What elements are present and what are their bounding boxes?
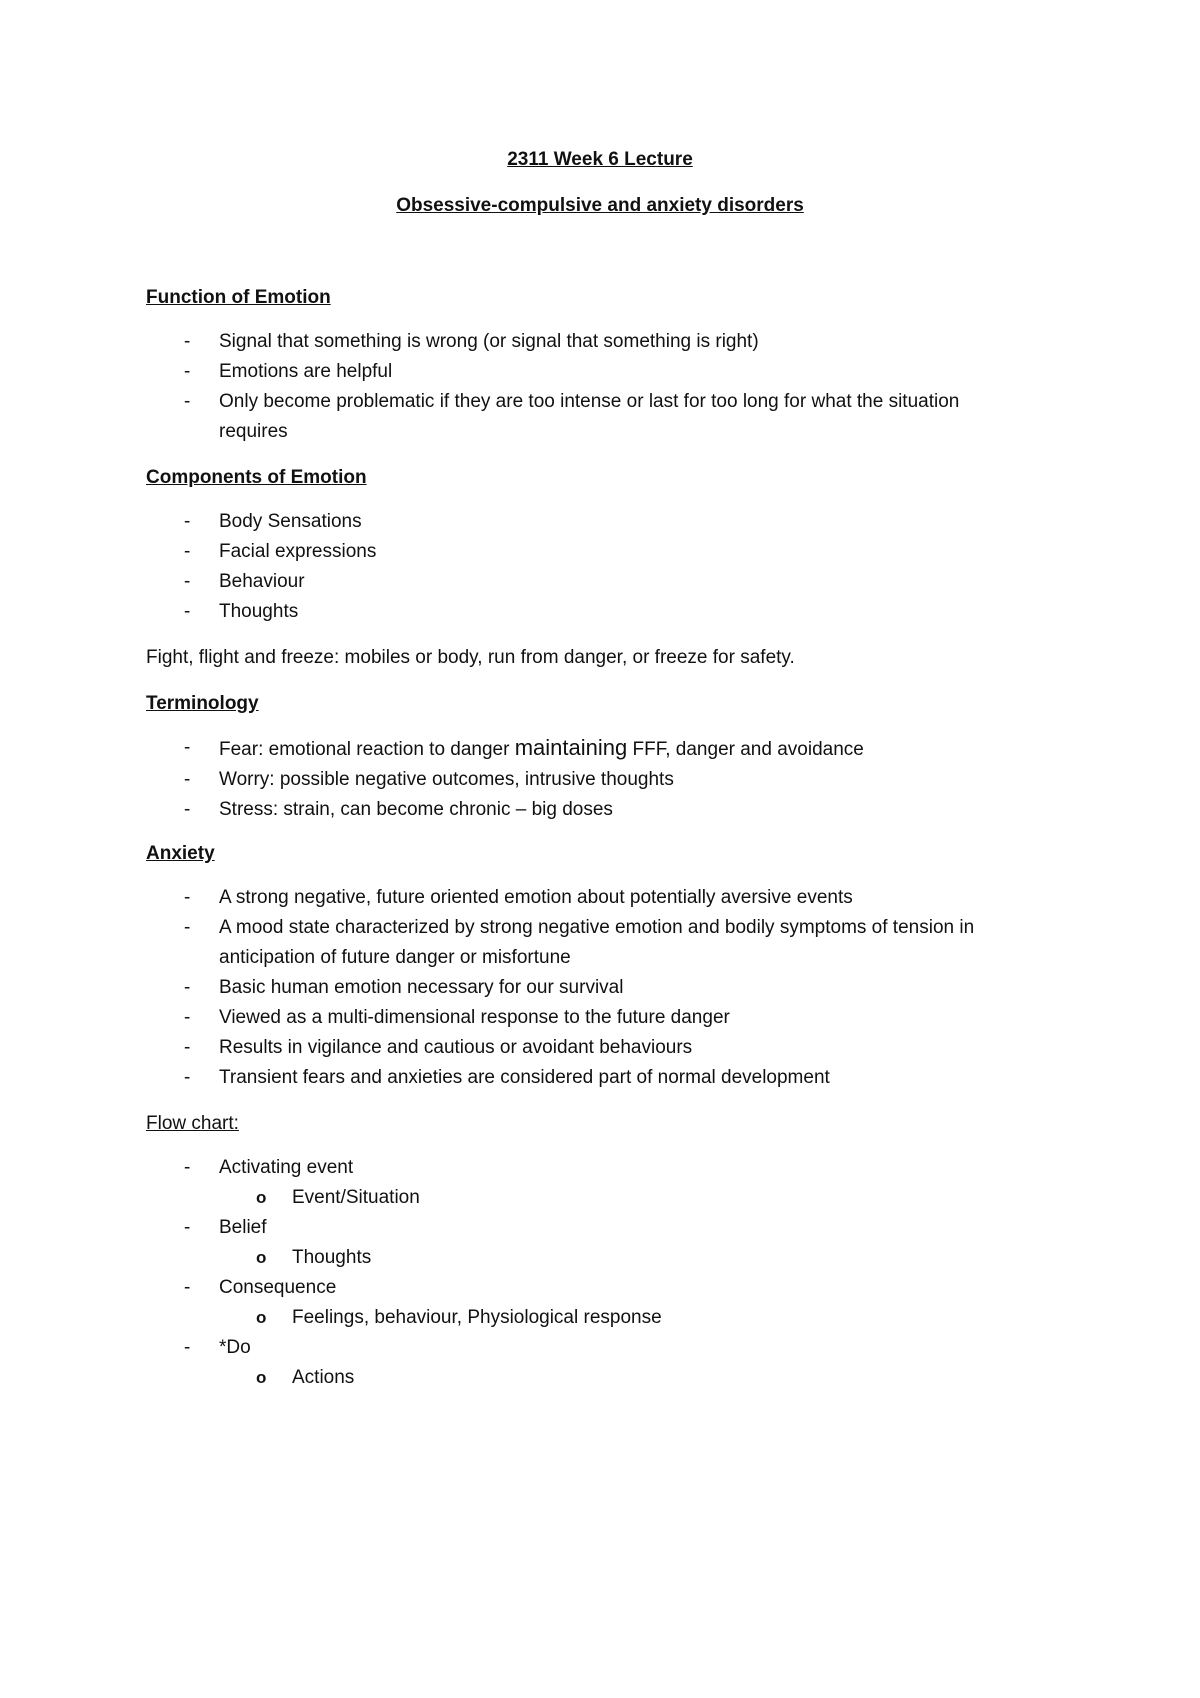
bullet-dash: -: [184, 1007, 191, 1028]
sub-list-item: o Actions: [146, 1363, 1046, 1393]
list-item: - Consequence: [146, 1273, 1046, 1303]
list-item: - Worry: possible negative outcomes, intrusive thoughts: [146, 765, 1046, 795]
heading-anxiety: Anxiety: [146, 843, 215, 864]
bullet-dash: -: [184, 1037, 191, 1058]
bullet-dash: -: [184, 1157, 191, 1178]
list-item: - Only become problematic if they are too intense or last for too long for what the situation: [146, 387, 1046, 417]
list-item: - A mood state characterized by strong negative emotion and bodily symptoms of tension in: [146, 913, 1046, 943]
list-item: - Viewed as a multi-dimensional response to the future danger: [146, 1003, 1046, 1033]
list-item: - Transient fears and anxieties are considered part of normal development: [146, 1063, 1046, 1093]
sub-list-item: o Event/Situation: [146, 1183, 1046, 1213]
bullet-circle: o: [256, 1308, 267, 1327]
bullet-dash: -: [184, 1067, 191, 1088]
bullet-circle: o: [256, 1368, 267, 1387]
bullet-circle: o: [256, 1188, 267, 1207]
bullet-dash: -: [184, 737, 191, 758]
bullet-dash: -: [184, 511, 191, 532]
bullet-dash: -: [184, 601, 191, 622]
bullet-dash: -: [184, 887, 191, 908]
list-item: - Results in vigilance and cautious or avoidant behaviours: [146, 1033, 1046, 1063]
list-item-continuation: requires: [219, 421, 288, 442]
list-item: - Facial expressions: [146, 537, 1046, 567]
bullet-dash: -: [184, 541, 191, 562]
list-item: - Signal that something is wrong (or signal that something is right): [146, 327, 1046, 357]
list-item-continuation: anticipation of future danger or misfortune: [219, 947, 571, 968]
bullet-dash: -: [184, 1217, 191, 1238]
list-item: - Belief: [146, 1213, 1046, 1243]
bullet-dash: -: [184, 1337, 191, 1358]
list-item: - *Do: [146, 1333, 1046, 1363]
heading-terminology: Terminology: [146, 693, 259, 714]
flow-chart-list: [146, 1153, 1046, 1393]
list-item: - Stress: strain, can become chronic – big doses: [146, 795, 1046, 825]
bullet-dash: -: [184, 361, 191, 382]
heading-components-of-emotion: Components of Emotion: [146, 467, 367, 488]
list-item: - Basic human emotion necessary for our survival: [146, 973, 1046, 1003]
bullet-dash: -: [184, 917, 191, 938]
document-subtitle: Obsessive-compulsive and anxiety disorders: [396, 195, 804, 216]
bullet-dash: -: [184, 799, 191, 820]
fight-flight-freeze-paragraph: Fight, flight and freeze: mobiles or body, run from danger, or freeze for safety.: [146, 647, 795, 668]
bullet-dash: -: [184, 331, 191, 352]
list-item: - Thoughts: [146, 597, 1046, 627]
list-item: - Fear: emotional reaction to danger maintaining FFF, danger and avoidance: [146, 733, 1046, 765]
sub-list-item: o Thoughts: [146, 1243, 1046, 1273]
bullet-dash: -: [184, 571, 191, 592]
list-item: - Activating event: [146, 1153, 1046, 1183]
bullet-dash: -: [184, 391, 191, 412]
function-list: [146, 327, 1046, 447]
heading-function-of-emotion: Function of Emotion: [146, 287, 331, 308]
list-item: - Behaviour: [146, 567, 1046, 597]
list-item: - Emotions are helpful: [146, 357, 1046, 387]
bullet-dash: -: [184, 769, 191, 790]
list-item: - Body Sensations: [146, 507, 1046, 537]
document-title: 2311 Week 6 Lecture: [507, 149, 693, 170]
terminology-list: [146, 733, 1046, 825]
list-item: - A strong negative, future oriented emotion about potentially aversive events: [146, 883, 1046, 913]
bullet-circle: o: [256, 1248, 267, 1267]
anxiety-list: [146, 883, 1046, 1093]
heading-flow-chart: Flow chart:: [146, 1113, 239, 1134]
bullet-dash: -: [184, 977, 191, 998]
sub-list-item: o Feelings, behaviour, Physiological response: [146, 1303, 1046, 1333]
bullet-dash: -: [184, 1277, 191, 1298]
components-list: [146, 507, 1046, 627]
